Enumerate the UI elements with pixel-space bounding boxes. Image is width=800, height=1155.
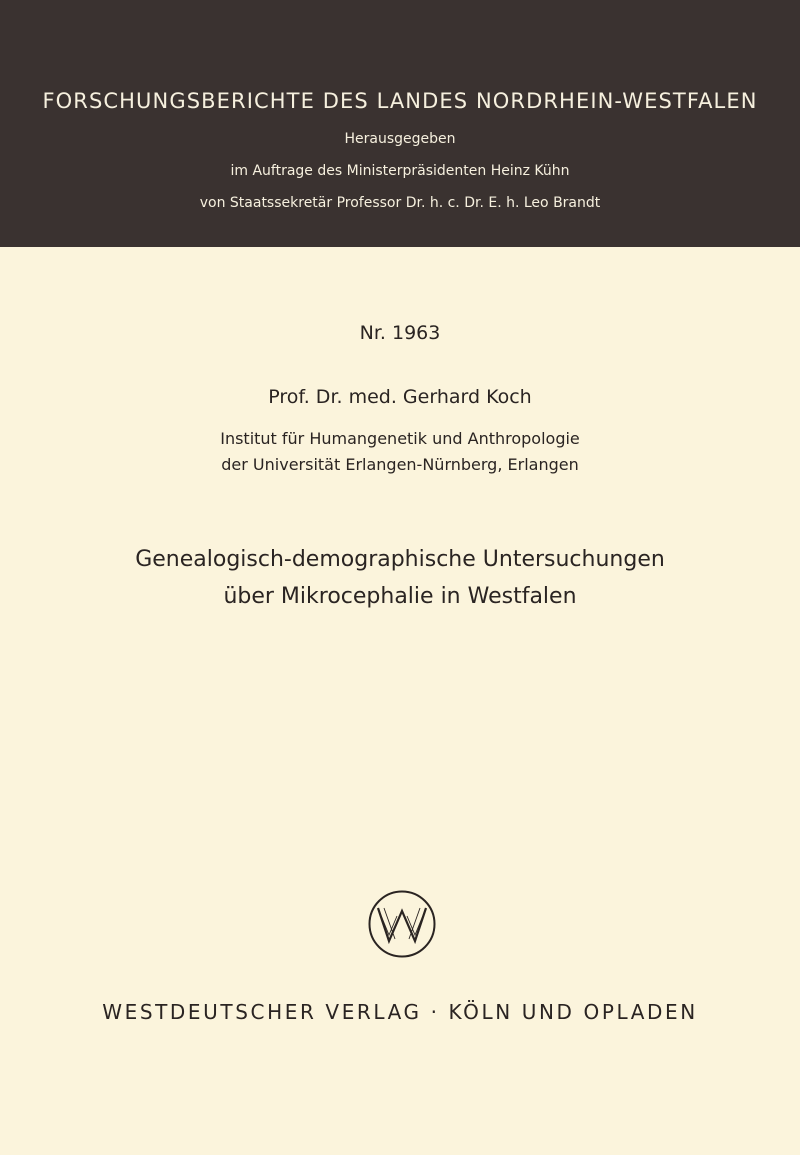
book-title-line-2: über Mikrocephalie in Westfalen	[223, 584, 577, 609]
editor-line-2: im Auftrage des Ministerpräsidenten Heinz Kühn	[230, 163, 570, 179]
report-number: Nr. 1963	[359, 322, 441, 344]
header-band	[0, 0, 800, 247]
author-name: Prof. Dr. med. Gerhard Koch	[268, 386, 532, 408]
book-title-line-1: Genealogisch-demographische Untersuchungen	[135, 547, 665, 572]
series-title: FORSCHUNGSBERICHTE DES LANDES NORDRHEIN-WESTFALEN	[42, 89, 758, 113]
institute-line-2: der Universität Erlangen-Nürnberg, Erlangen	[221, 455, 579, 474]
westdeutscher-verlag-logo-icon	[367, 889, 437, 959]
publisher-imprint: WESTDEUTSCHER VERLAG · KÖLN UND OPLADEN	[102, 1000, 698, 1024]
editor-line-1: Herausgegeben	[344, 131, 456, 147]
institute-line-1: Institut für Humangenetik und Anthropologie	[220, 429, 580, 448]
editor-line-3: von Staatssekretär Professor Dr. h. c. Dr. E. h. Leo Brandt	[199, 195, 601, 211]
